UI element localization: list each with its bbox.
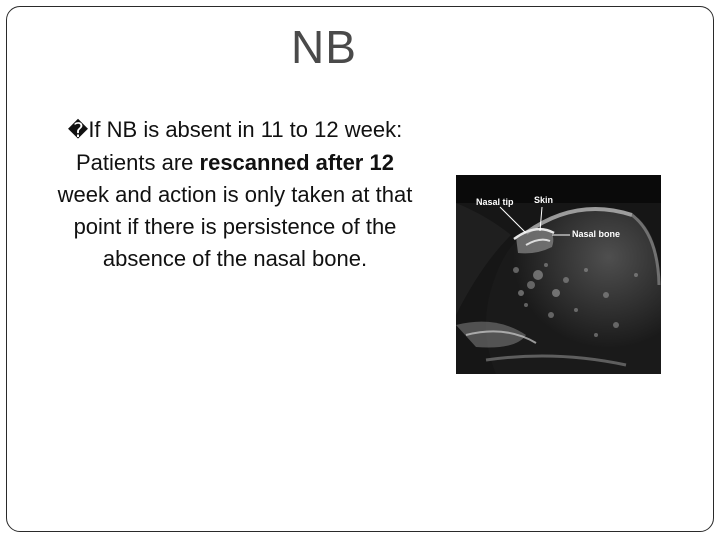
para-bold-1: rescanned after: [199, 150, 364, 175]
bullet-text: If NB is absent in 11 to 12 week:: [88, 117, 403, 142]
label-skin: Skin: [534, 195, 554, 205]
slide-body: [55, 114, 415, 275]
para-prefix: Patients are: [76, 150, 200, 175]
body-paragraph: [55, 147, 415, 275]
label-nasal-bone: Nasal bone: [572, 229, 621, 239]
para-bold-2: 12: [369, 150, 394, 175]
bullet-item: [55, 114, 415, 147]
ultrasound-image: [456, 175, 661, 374]
para-rest: week and action is only taken at that point if there is persistence of the absence of the nasal bone.: [57, 182, 413, 271]
slide-title: NB: [291, 21, 357, 73]
label-nasal-tip: Nasal tip: [476, 197, 514, 207]
bullet-icon: �: [67, 120, 89, 142]
